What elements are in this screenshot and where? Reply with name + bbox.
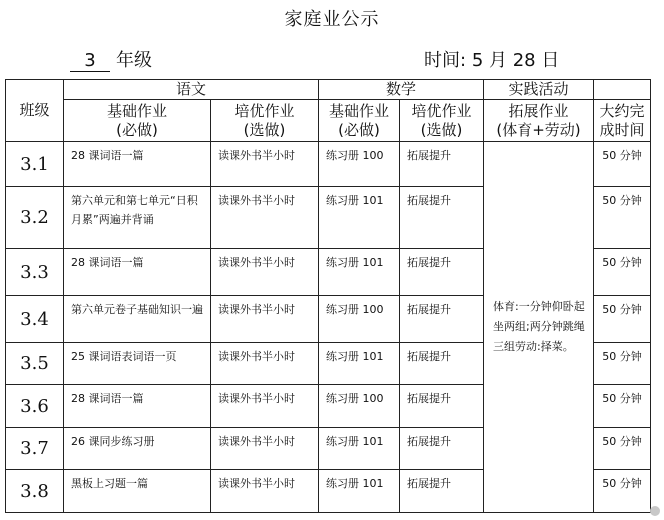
chinese-basic-cell: 28 课词语一篇	[64, 385, 211, 428]
table-row	[6, 142, 651, 187]
homework-table	[5, 79, 651, 513]
math-advanced-cell: 拓展提升	[400, 428, 484, 470]
math-basic-cell: 练习册 101	[319, 187, 400, 249]
time-cell: 50 分钟	[594, 296, 651, 343]
header-math: 数学	[319, 80, 484, 100]
header-extended-label: 拓展作业	[508, 101, 569, 120]
header-optional-label: (选做)	[420, 120, 463, 139]
math-advanced-cell: 拓展提升	[400, 470, 484, 513]
class-cell: 3.4	[6, 296, 64, 343]
header-blank	[594, 80, 651, 100]
chinese-basic-cell: 黑板上习题一篇	[64, 470, 211, 513]
header-required-label: (必做)	[338, 120, 380, 139]
header-advanced-label: 培优作业	[411, 101, 472, 120]
date-value: 5 月 28 日	[471, 50, 560, 71]
header-chinese-advanced	[211, 100, 319, 142]
grade-label: 年级	[116, 50, 152, 71]
chinese-advanced-cell: 读课外书半小时	[211, 142, 319, 187]
time-cell: 50 分钟	[594, 187, 651, 249]
chinese-advanced-cell: 读课外书半小时	[211, 343, 319, 385]
header-chinese: 语文	[64, 80, 319, 100]
chinese-advanced-cell: 读课外书半小时	[211, 385, 319, 428]
header-math-advanced	[400, 100, 484, 142]
math-basic-cell: 练习册 101	[319, 249, 400, 296]
header-class: 班级	[6, 80, 64, 142]
header-pe-labor-label: (体育+劳动)	[496, 120, 581, 139]
chinese-advanced-cell: 读课外书半小时	[211, 249, 319, 296]
header-basic-label: 基础作业	[106, 101, 167, 120]
header-time-line2: 成时间	[599, 120, 645, 139]
header-row-2	[6, 100, 651, 142]
scroll-indicator[interactable]	[650, 506, 660, 516]
date-label: 时间:	[424, 50, 467, 71]
time-cell: 50 分钟	[594, 385, 651, 428]
time-cell: 50 分钟	[594, 470, 651, 513]
header-optional-label: (选做)	[243, 120, 286, 139]
class-cell: 3.1	[6, 142, 64, 187]
header-time-line1: 大约完	[599, 101, 645, 120]
header-chinese-basic	[64, 100, 211, 142]
chinese-basic-cell: 第六单元和第七单元“日积月累”两遍并背诵	[64, 187, 211, 249]
header-math-basic	[319, 100, 400, 142]
header-row-1	[6, 80, 651, 100]
class-cell: 3.8	[6, 470, 64, 513]
class-cell: 3.5	[6, 343, 64, 385]
math-basic-cell: 练习册 100	[319, 385, 400, 428]
class-cell: 3.6	[6, 385, 64, 428]
math-basic-cell: 练习册 101	[319, 343, 400, 385]
header-required-label: (必做)	[116, 120, 158, 139]
chinese-basic-cell: 26 课同步练习册	[64, 428, 211, 470]
math-advanced-cell: 拓展提升	[400, 187, 484, 249]
math-advanced-cell: 拓展提升	[400, 343, 484, 385]
header-time	[594, 100, 651, 142]
chinese-advanced-cell: 读课外书半小时	[211, 428, 319, 470]
math-basic-cell: 练习册 100	[319, 142, 400, 187]
header-extended	[484, 100, 594, 142]
chinese-advanced-cell: 读课外书半小时	[211, 187, 319, 249]
header-advanced-label: 培优作业	[234, 101, 295, 120]
math-advanced-cell: 拓展提升	[400, 296, 484, 343]
class-cell: 3.7	[6, 428, 64, 470]
header-basic-label: 基础作业	[329, 101, 390, 120]
class-cell: 3.3	[6, 249, 64, 296]
grade-line	[70, 46, 152, 72]
chinese-basic-cell: 28 课词语一篇	[64, 249, 211, 296]
practice-activity-cell: 体育:一分钟仰卧起坐两组;两分钟跳绳三组劳动:择菜。	[484, 142, 594, 513]
page-title: 家庭业公示	[284, 9, 380, 30]
header-practice: 实践活动	[484, 80, 594, 100]
grade-number: 3	[70, 50, 110, 72]
time-cell: 50 分钟	[594, 343, 651, 385]
time-cell: 50 分钟	[594, 428, 651, 470]
chinese-advanced-cell: 读课外书半小时	[211, 296, 319, 343]
class-cell: 3.2	[6, 187, 64, 249]
chinese-basic-cell: 第六单元卷子基础知识一遍	[64, 296, 211, 343]
math-basic-cell: 练习册 100	[319, 296, 400, 343]
math-advanced-cell: 拓展提升	[400, 249, 484, 296]
time-cell: 50 分钟	[594, 249, 651, 296]
math-basic-cell: 练习册 101	[319, 428, 400, 470]
chinese-advanced-cell: 读课外书半小时	[211, 470, 319, 513]
math-advanced-cell: 拓展提升	[400, 142, 484, 187]
chinese-basic-cell: 25 课词语表词语一页	[64, 343, 211, 385]
chinese-basic-cell: 28 课词语一篇	[64, 142, 211, 187]
time-cell: 50 分钟	[594, 142, 651, 187]
math-basic-cell: 练习册 101	[319, 470, 400, 513]
date-line	[424, 46, 559, 72]
math-advanced-cell: 拓展提升	[400, 385, 484, 428]
